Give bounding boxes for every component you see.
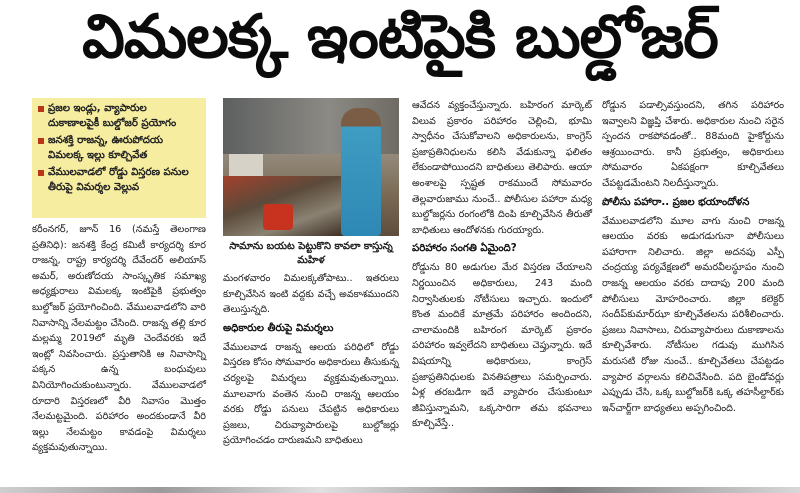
article-paragraph: కరీంనగర్, జూన్ 16 (నమస్తే తెలంగాణ ప్రతినిధి): జనశక్తి కేంద్ర కమిటీ కార్యదర్శి కూర రాజన్న, రాష్ట్ర కార్యదర్శి దేవేందర్ అలియాస్ అమర్, అరుణోదయ సాంస్కృతిక సమాఖ్య అధ్యక్షురాలు విమలక్క ఇంటిపైకి ప్రభుత్వం బుల్డోజర్ ప్రయోగించింది. వేములవాడలోని వారి నివాసాన్ని నేలమట్టం చేసింది. రాజన్న తల్లి కూర మల్లమ్మ 2019లో మృతి చెందేవరకు ఇదే ఇంట్లో నివసించారు. ప్రస్తుతానికి ఆ నివాసాన్ని పక్కన ఉన్న బంధువులు వినియోగించుకుంటున్నారు. వేములవాడలో రూదారి విస్తరణలో వీరి నివాసం మొత్తం నేలమట్టమైంది. పరిహారం అందకుండానే వీరి ఇల్లు నేలమట్టం కావడంపై విమర్శలు వ్యక్తమవుతున్నాయి. bbox=[32, 224, 206, 454]
article-column-3 bbox=[412, 98, 592, 432]
article-paragraph: రోడ్డును 80 అడుగుల మేర విస్తరణ చేయాలని నిర్ణయించిన అధికారులు, 243 మంది నిర్వాసితులకు నోటీసులు ఇచ్చారు. ఇందులో కొంత మందికే మాత్రమే పరిహారం అందిందని, చాలామందికి బహిరంగ మార్కెట్ ప్రకారం పరిహారం ఇవ్వలేదని బాధితులు చెప్తున్నారు. ఇదే విషయాన్ని అధికారులు, కాంగ్రెస్ ప్రజాప్రతినిధులకు వినతిపత్రాలు సమర్పించారు. ఏళ్ల తరబడిగా ఇదే వ్యాపారం చేసుకుంటూ జీవిస్తున్నామని, ఒక్కసారిగా తమ భవనాలు కూల్చివేస్తే.. bbox=[412, 262, 592, 430]
subheading: పోలీసు పహారా.. ప్రజల భయాందోళన bbox=[602, 196, 750, 208]
highlight-item: జనశక్తి రాజన్న, ఊరుపోదయ విమలక్క ఇల్లు కూల్చివేత bbox=[38, 134, 200, 163]
highlight-item: ప్రజల ఇండ్లు, వ్యాపారుల దుకాణాలపైకీ బుల్డోజర్ ప్రయోగం bbox=[38, 102, 200, 131]
headline: విమలక్క ఇంటిపైకి బుల్డోజర్ bbox=[82, 2, 718, 72]
article-paragraph: వేములవాడ రాజన్న ఆలయ పరిధిలో రోడ్డు విస్తరణ కోసం సోమవారం అధికారులు తీసుకున్న చర్యలపై విమర్శలు వ్యక్తమవుతున్నాయి. మూలవాగు వంతెన నుంచి రాజన్న ఆలయం వరకు రోడ్డు పనులు చేపట్టిన అధికారులు ప్రజలు, చిరువ్యాపారులపై బుల్డోజర్లు ప్రయోగించడం దారుణమని బాధితులు bbox=[223, 341, 399, 447]
square-bullet-icon bbox=[38, 106, 44, 112]
article-column-1 bbox=[32, 222, 206, 456]
article-column-4 bbox=[602, 98, 784, 416]
square-bullet-icon bbox=[38, 138, 44, 144]
news-photo bbox=[223, 98, 399, 236]
article-paragraph: రోడ్డున పడాల్సివస్తుందని, తగిన పరిహారం ఇవ్వాలని విజ్ఞప్తి చేశారు. అధికారుల నుంచి సరైన స్పందన రాకపోవడంతో.. 88మంది హైకోర్టును ఆశ్రయించారు. కానీ ప్రభుత్వం, అధికారులు సోమవారం ఏకపక్షంగా కూల్చివేతలు చేపట్టడమేంటని నిలదీస్తున్నారు. bbox=[602, 100, 784, 189]
highlight-item: వేములవాడలో రోడ్డు విస్తరణ పనుల తీరుపై విమర్శల వెల్లువ bbox=[38, 166, 200, 195]
square-bullet-icon bbox=[38, 170, 44, 176]
subheading: పరిహారం సంగతి ఏమైంది? bbox=[412, 243, 517, 255]
subheading: అధికారుల తీరుపై విమర్శలు bbox=[223, 322, 334, 334]
highlights-box bbox=[32, 98, 206, 218]
bottom-edge bbox=[0, 487, 800, 493]
article-paragraph: ఆవేదన వ్యక్తంచేస్తున్నారు. బహిరంగ మార్కెట్ విలువ ప్రకారం పరిహారం చెల్లించి, భూమి స్వాధీనం చేసుకోవాలని అధికారులను, కాంగ్రెస్ ప్రజాప్రతినిధులను కలిసి వేడుకున్నా ఫలితం లేకుండాపోయిందని బాధితులు తెలిపారు. ఆయా అంశాలపై స్పష్టత రాకముందే సోమవారం తెల్లవారుజాము నుంచే.. పోలీసుల పహారా మధ్య బుల్డోజర్లను రంగంలోకి దింపి కూల్చివేసిన తీరుతో బాధితులు ఆందోళనకు గురయ్యారు. bbox=[412, 100, 592, 236]
photo-caption: సామాను బయట పెట్టుకొని కావలా కాస్తున్న మహిళ bbox=[229, 241, 393, 266]
article-paragraph: వేములవాడలోని మూల వాగు నుంచి రాజన్న ఆలయం వరకు అడుగడుగునా పోలీసులు పహారాగా నిలిచారు. జిల్లా అదనపు ఎస్పీ చంద్రయ్య పర్యవేక్షణలో అమరవీలస్థూపం నుంచి రాజన్న ఆలయం వరకు దాదాపు 200 మంది పోలీసులు మోహరించారు. జిల్లా కలెక్టర్ సందీప్‌కుమార్‌ఝా కూల్చివేతలను పరిశీలించారు. ప్రజలు నివాసాలు, చిరువ్యాపారులు దుకాణాలను కూల్చివేశారు. నోటీసుల గడువు ముగిసిన మరుసటి రోజు నుంచే.. కూల్చివేతలు చేపట్టడం వ్యాపార వర్గాలను కలిచివేసింది. పది బైండోవర్లు ఎప్పుడు చేసి, ఒక్క బుల్డోజర్‌కి ఒక్క తహసీల్దార్‌కు ఇన్‌చార్జ్‌గా బాధ్యతలు అప్పగించింది. bbox=[602, 215, 784, 414]
article-column-2 bbox=[223, 271, 399, 449]
article-paragraph: మంగళవారం విమలక్కతోపాటు.. ఇతరులు కూల్చివేసిన ఇంటి వద్దకు వచ్చే అవకాశముందని తెలుస్తున్నది. bbox=[223, 273, 399, 316]
